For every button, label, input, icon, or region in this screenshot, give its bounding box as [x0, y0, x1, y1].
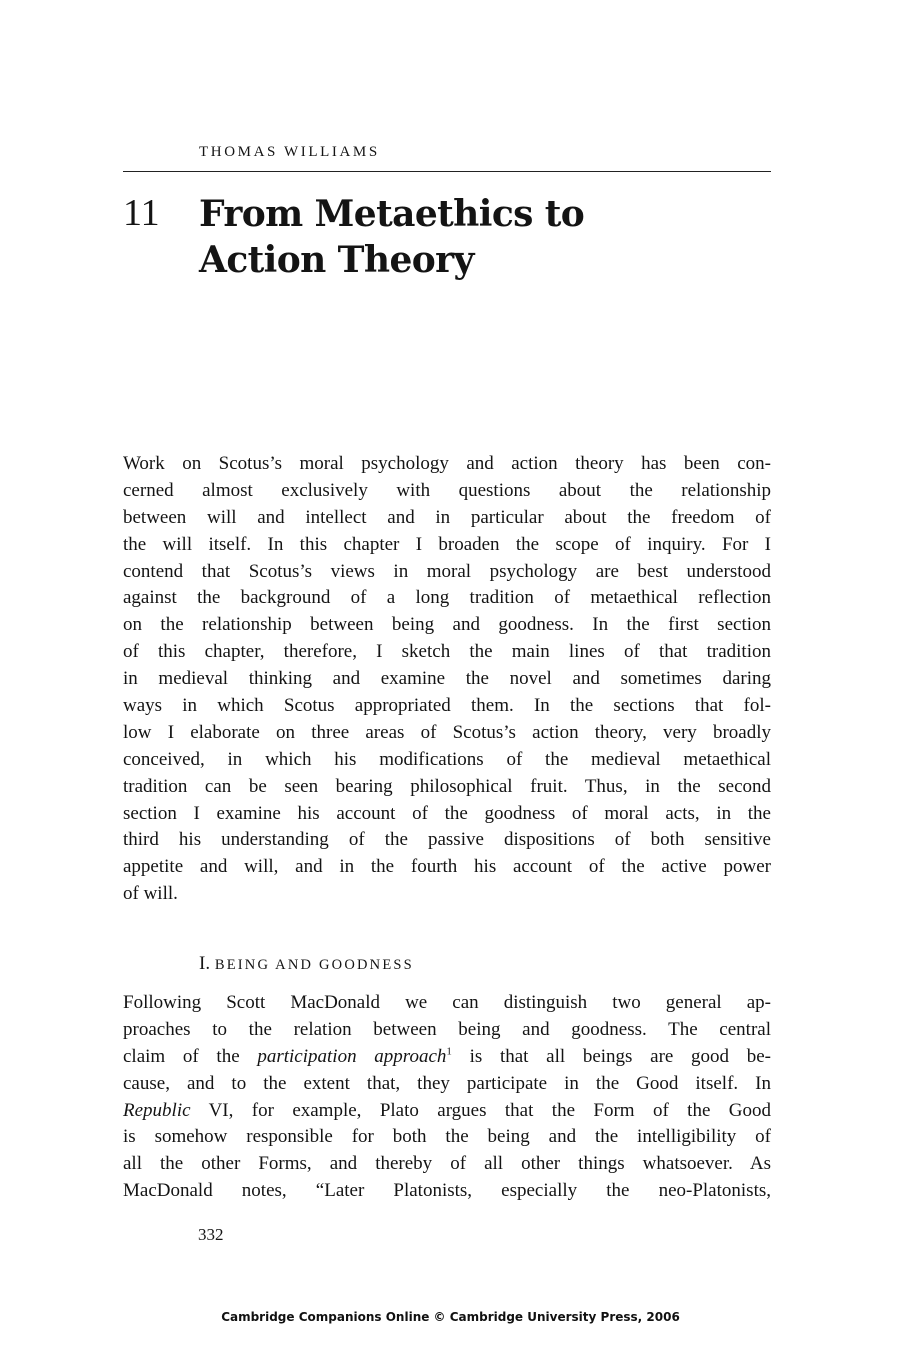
chapter-title	[199, 191, 759, 283]
text-line: all the other Forms, and thereby of all other things whatsoever. As	[123, 1153, 771, 1175]
text-line: of will.	[123, 883, 178, 905]
page-number: 332	[198, 1225, 224, 1244]
text-line: Work on Scotus’s moral psychology and action theory has been con-	[123, 453, 771, 474]
text-line: low I elaborate on three areas of Scotus’s action theory, very broadly	[123, 721, 771, 743]
text-line: cerned almost exclusively with questions about the relationship	[123, 479, 771, 501]
text-line: between will and intellect and in particular about the freedom of	[123, 506, 771, 528]
section-heading	[199, 953, 414, 975]
section-title: BEING AND GOODNESS	[214, 957, 414, 973]
text-line: in medieval thinking and examine the novel and sometimes daring	[123, 668, 771, 690]
text-line: on the relationship between being and goodness. In the first section	[123, 614, 771, 636]
section-paragraph	[123, 990, 771, 1205]
chapter-number: 11	[123, 192, 160, 234]
text-line: of this chapter, therefore, I sketch the main lines of that tradition	[123, 641, 771, 663]
text-run: claim of the	[123, 1045, 258, 1067]
text-line: MacDonald notes, “Later Platonists, especially the neo-Platonists,	[123, 1180, 771, 1202]
text-run: VI, for example, Plato argues that the Form of the Good	[190, 1099, 771, 1121]
text-line: against the background of a long tradition of metaethical reflection	[123, 587, 771, 609]
footnote-marker: 1	[446, 1045, 452, 1058]
section-numeral: I.	[199, 953, 211, 974]
text-line: ways in which Scotus appropriated them. In the sections that fol-	[123, 695, 771, 717]
italic-term: participation approach	[257, 1045, 447, 1067]
text-line	[123, 1098, 771, 1125]
intro-paragraph	[123, 451, 771, 908]
chapter-title-line: Action Theory	[199, 239, 474, 281]
text-line	[123, 1044, 771, 1071]
text-line: tradition can be seen bearing philosophical fruit. Thus, in the second	[123, 775, 771, 797]
text-line: the will itself. In this chapter I broaden the scope of inquiry. For I	[123, 533, 771, 555]
text-line: Following Scott MacDonald we can distinguish two general ap-	[123, 992, 771, 1013]
text-line: section I examine his account of the goodness of moral acts, in the	[123, 802, 771, 824]
text-line: conceived, in which his modifications of the medieval metaethical	[123, 748, 771, 770]
running-head-author: THOMAS WILLIAMS	[199, 144, 380, 160]
header-rule	[123, 171, 771, 172]
text-line: third his understanding of the passive dispositions of both sensitive	[123, 829, 771, 851]
text-line: appetite and will, and in the fourth his account of the active power	[123, 856, 771, 878]
italic-title: Republic	[123, 1099, 191, 1121]
text-line: proaches to the relation between being and goodness. The central	[123, 1018, 771, 1040]
text-line: cause, and to the extent that, they participate in the Good itself. In	[123, 1072, 771, 1094]
text-line: contend that Scotus’s views in moral psychology are best understood	[123, 560, 771, 582]
text-run: is that all beings are good be-	[451, 1045, 771, 1067]
chapter-title-line: From Metaethics to	[199, 193, 585, 235]
text-line: is somehow responsible for both the being and the intelligibility of	[123, 1126, 771, 1148]
copyright-footer: Cambridge Companions Online © Cambridge University Press, 2006	[221, 1310, 680, 1324]
